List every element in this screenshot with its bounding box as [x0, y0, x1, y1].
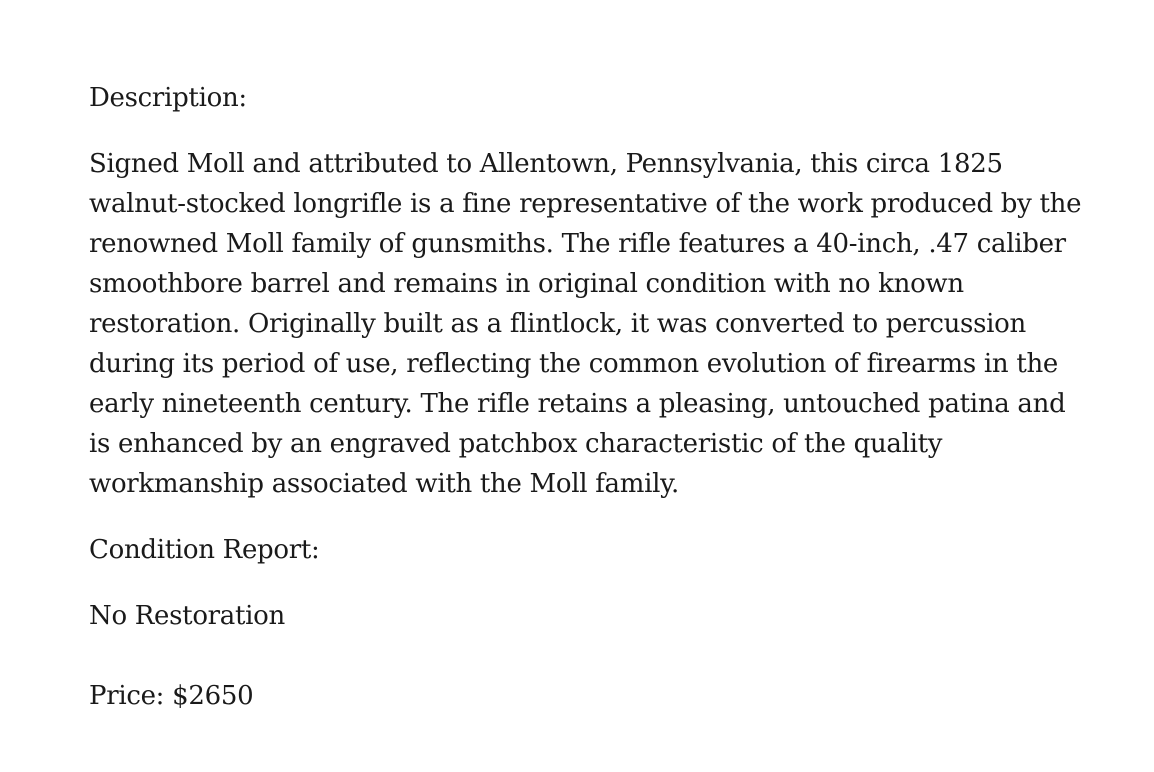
condition-report-label: Condition Report:	[89, 535, 320, 565]
description-text: Signed Moll and attributed to Allentown, Pennsylvania, this circa 1825 walnut-stocked longrifle is a fine representative of the work produced by the renowned Moll family of gunsmiths. The rifle features a 40-inch, .47 caliber smoothbore barrel and remains in original condition with no known restoration. Originally built as a flintlock, it was converted to percussion during its period of use, reflecting the common evolution of firearms in the early nineteenth century. The rifle retains a pleasing, untouched patina and is enhanced by an engraved patchbox characteristic of the quality workmanship associated with the Moll family.	[89, 149, 1082, 499]
price-text: Price: $2650	[89, 681, 254, 711]
condition-report-text: No Restoration	[89, 601, 285, 631]
description-label: Description:	[89, 83, 247, 113]
